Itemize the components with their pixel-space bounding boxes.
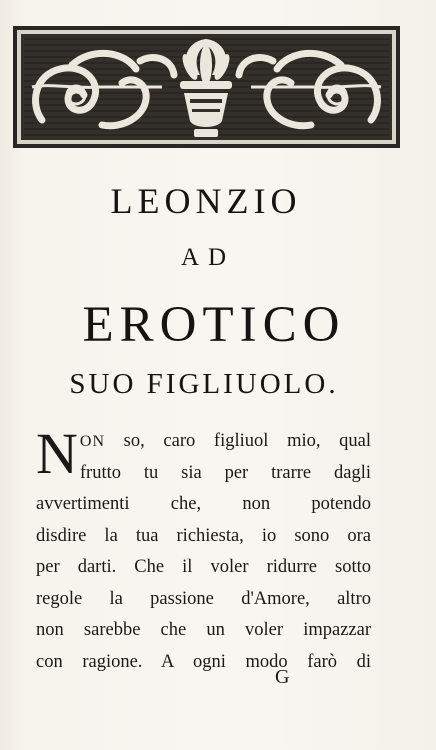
text-line: disdire la tua richiesta, io sono ora <box>36 525 371 546</box>
heading-author: LEONZIO <box>110 181 302 221</box>
text-line: con ragione. A ogni modo farò di <box>36 651 371 672</box>
small-caps-word: ON <box>79 433 105 450</box>
ornamental-headpiece <box>12 25 401 149</box>
text-line: non sarebbe che un voler impazzar <box>36 620 371 640</box>
text-line: per darti. Che il voler ridurre sotto <box>36 557 371 577</box>
text-line <box>36 426 371 458</box>
text-line-content: so, caro figliuol mio, qual <box>123 431 371 451</box>
text-line: regole la passione d'Amore, altro <box>36 588 371 609</box>
heading-relation: SUO FIGLIUOLO. <box>69 368 339 400</box>
heading-preposition: AD <box>180 244 236 271</box>
drop-capital: N <box>36 421 78 486</box>
heading-recipient: EROTICO <box>82 297 346 353</box>
signature-mark: G <box>275 666 290 688</box>
text-line: frutto tu sia per trarre dagli <box>79 462 371 483</box>
body-paragraph <box>36 421 371 678</box>
text-line: avvertimenti che, non potendo <box>36 494 371 514</box>
